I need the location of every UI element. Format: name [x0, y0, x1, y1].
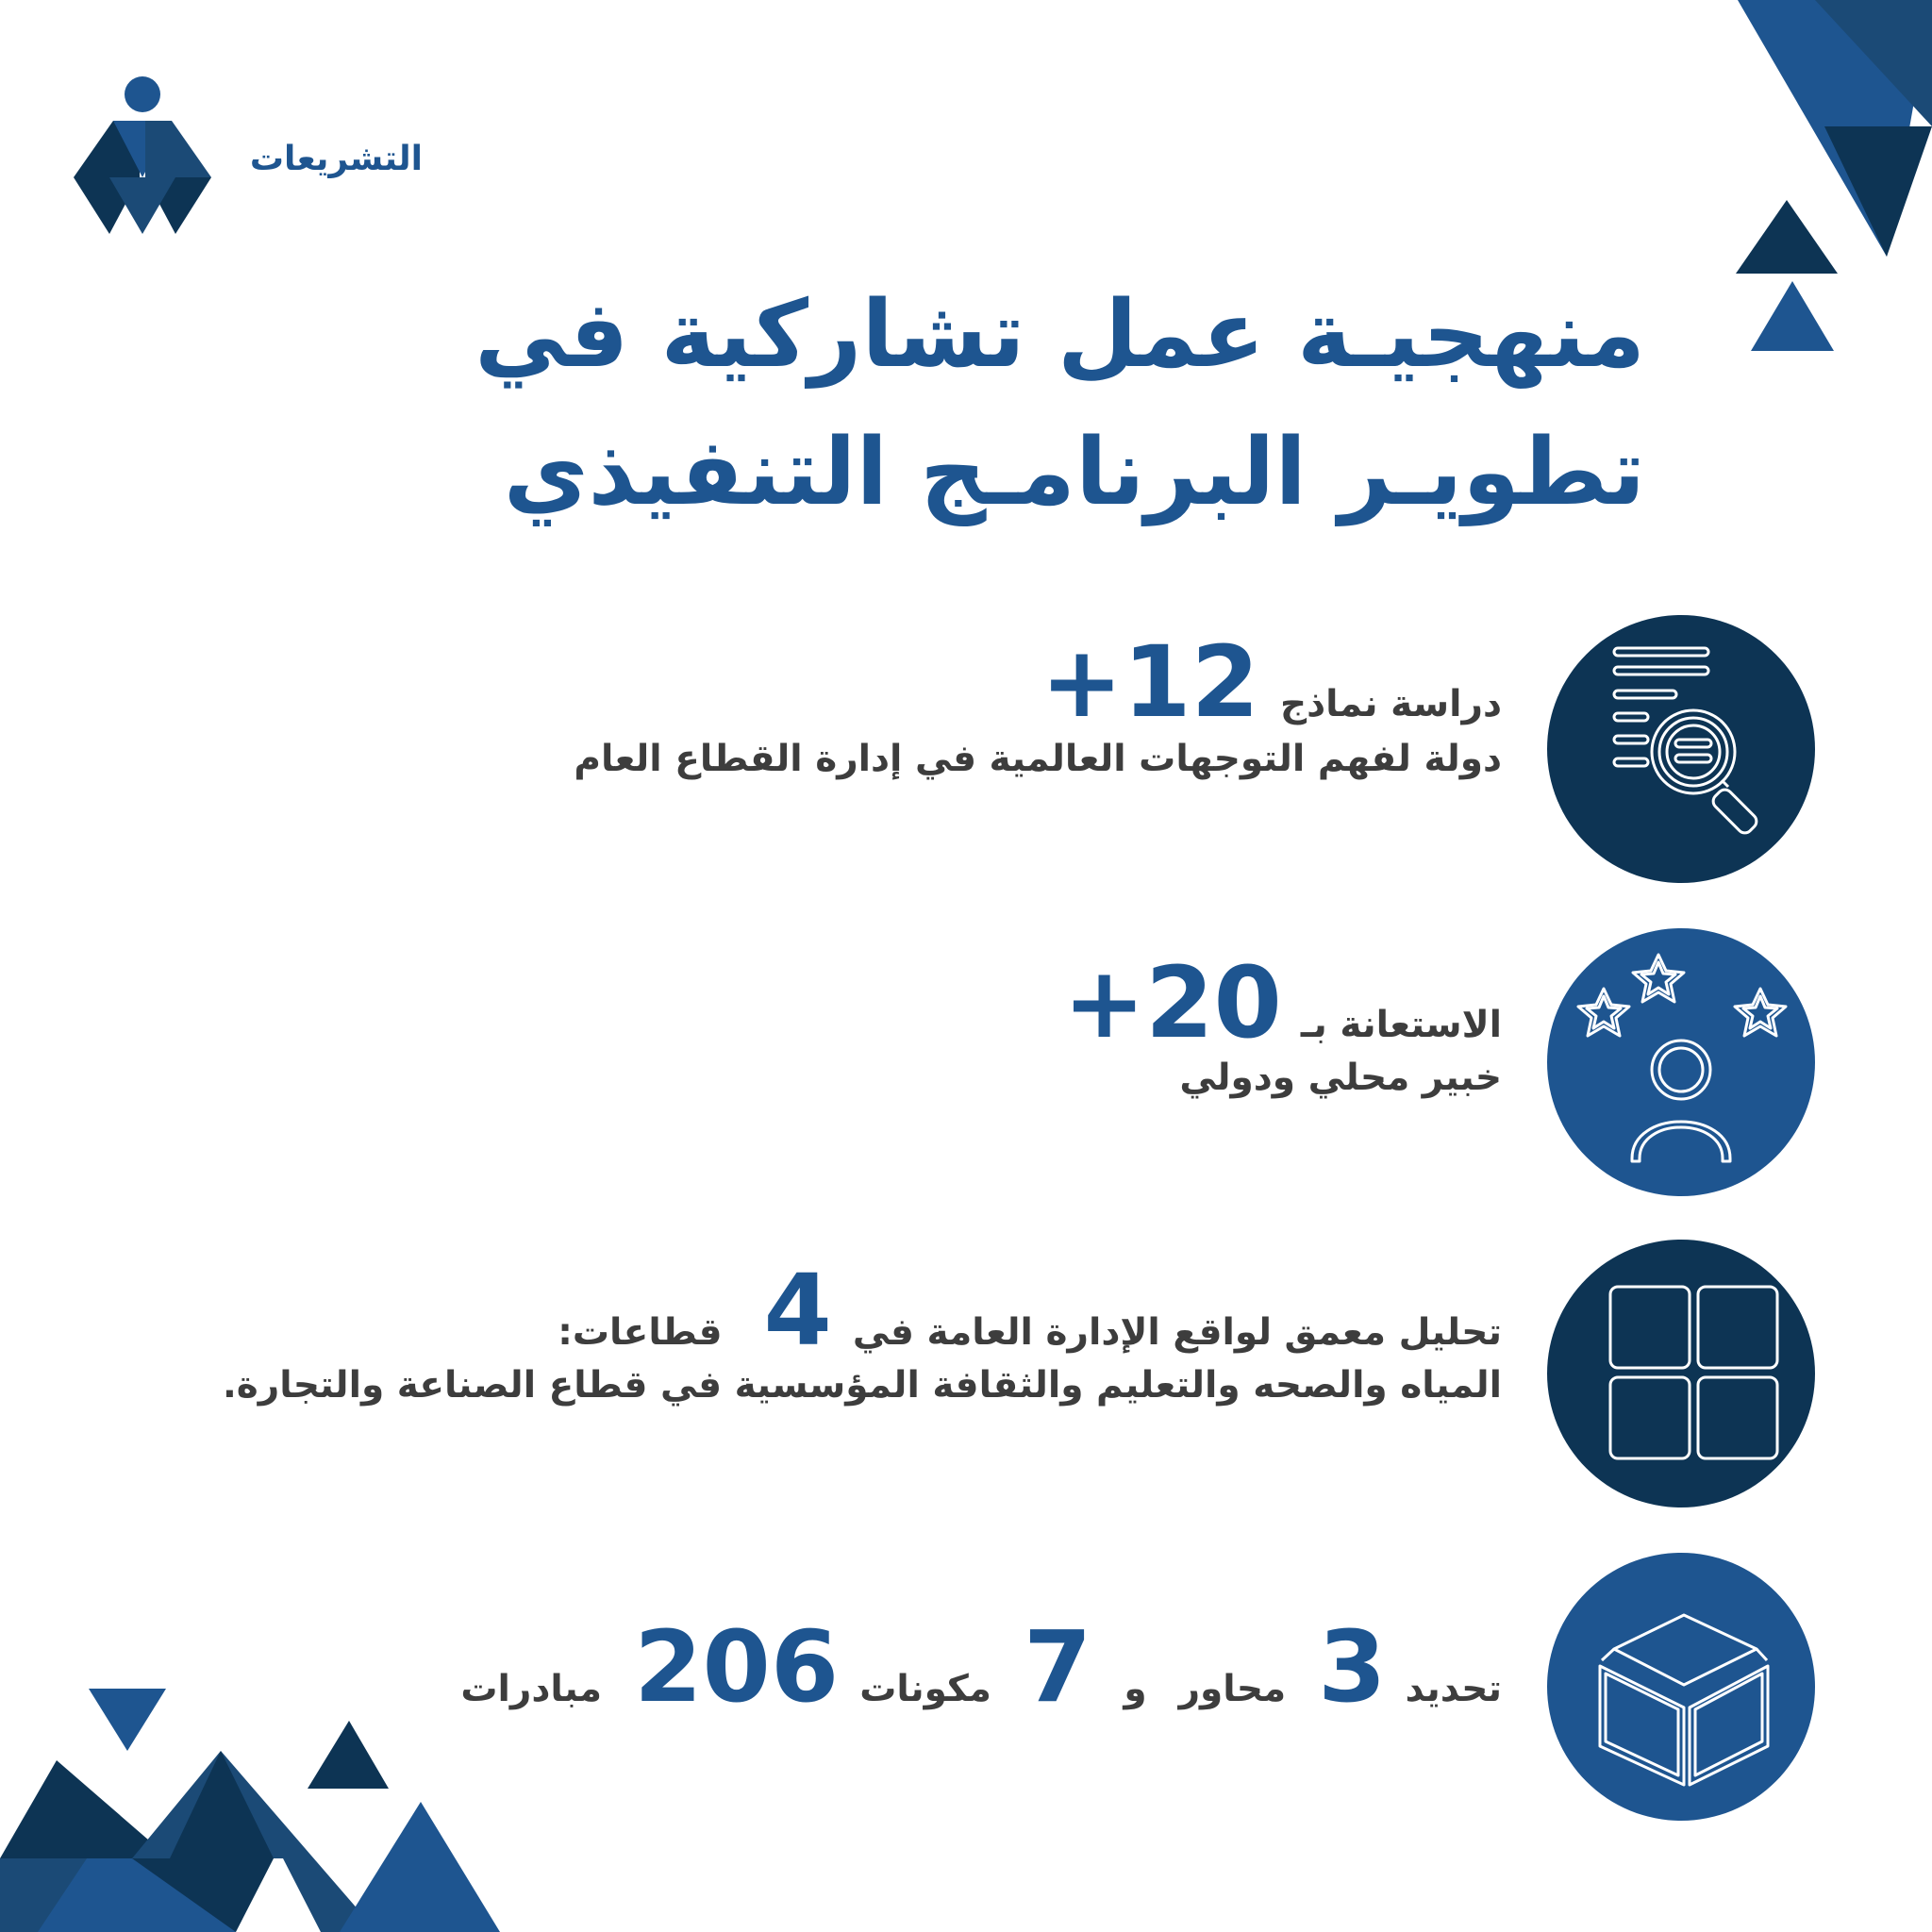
- item-3-number: 4: [763, 1253, 832, 1368]
- experts-stars-icon: [1547, 928, 1815, 1196]
- item-4-word-1: محاور: [1178, 1668, 1287, 1710]
- item-4-conjunction: و: [1124, 1668, 1147, 1710]
- item-2-number: +20: [1062, 945, 1282, 1060]
- brand-logo-icon: [74, 75, 211, 236]
- item-4-word-3: مبادرات: [460, 1668, 603, 1710]
- item-4-prefix: تحديد: [1405, 1668, 1502, 1710]
- item-2: [1062, 945, 1502, 1099]
- document-search-icon: [1547, 615, 1815, 883]
- item-4-number-2: 7: [1023, 1609, 1092, 1724]
- item-3-label-after: قطاعات:: [558, 1311, 723, 1354]
- decor-triangles-top-right: [1736, 0, 1932, 358]
- item-4-number-3: 206: [634, 1609, 840, 1724]
- item-1-number: +12: [1041, 625, 1260, 740]
- item-4: [460, 1609, 1502, 1724]
- grid-four-icon: [1547, 1240, 1815, 1507]
- title-line-2: تطويـر البرنامـج التنفيذي: [503, 419, 1645, 526]
- title-line-1: منهجيـة عمل تشاركية في: [475, 281, 1645, 389]
- item-1: [574, 625, 1502, 780]
- item-3-description: المياه والصحه والتعليم والثقافة المؤسسية في قطاع الصناعة والتجارة.: [222, 1364, 1502, 1407]
- item-2-description: خبير محلي ودولي: [1179, 1057, 1502, 1099]
- box-icon: [1547, 1553, 1815, 1821]
- brand-name: التشريعات: [249, 140, 423, 178]
- item-3: [222, 1253, 1502, 1407]
- item-1-label: دراسة نماذج: [1280, 683, 1502, 725]
- decor-triangles-bottom-left: [0, 1660, 509, 1932]
- item-1-description: دولة لفهم التوجهات العالمية في إدارة القطاع العام: [574, 738, 1502, 780]
- item-4-word-2: مكونات: [859, 1668, 991, 1710]
- item-2-label: الاستعانة بـ: [1300, 1004, 1502, 1046]
- page-title: [42, 266, 1645, 541]
- item-4-number-1: 3: [1318, 1609, 1387, 1724]
- item-3-label: تحليل معمق لواقع الإدارة العامة في: [852, 1311, 1502, 1354]
